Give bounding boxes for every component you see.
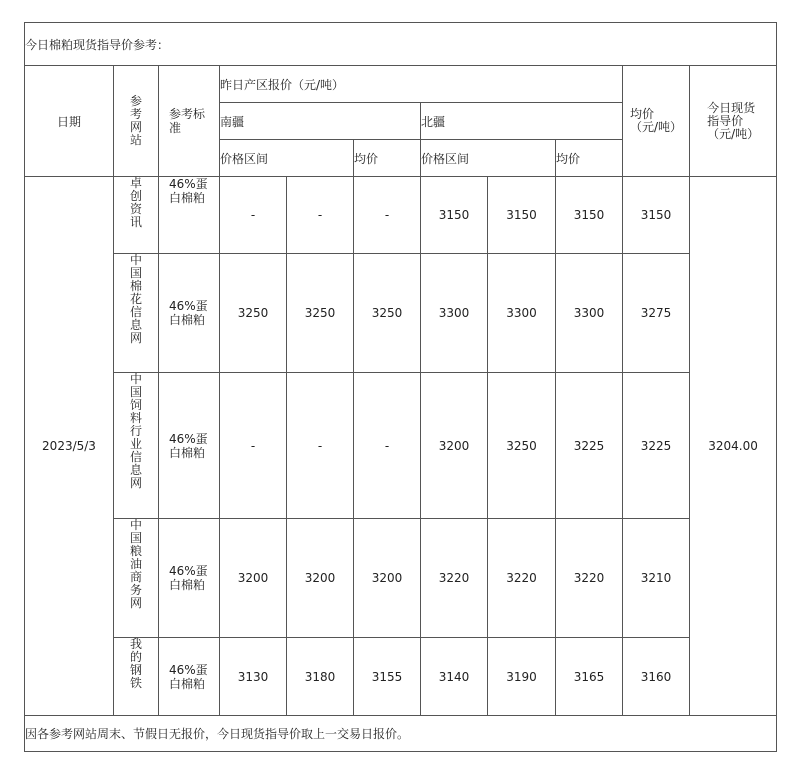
south-avg-cell: 3155	[354, 638, 421, 716]
site-cell: 卓创资讯	[114, 177, 159, 254]
north-high-cell: 3220	[488, 519, 556, 638]
table-row	[25, 638, 777, 716]
standard-cell: 46%蛋白棉粕	[159, 254, 220, 373]
table-row	[25, 177, 777, 254]
south-low-cell: -	[220, 373, 287, 519]
north-low-cell: 3150	[421, 177, 488, 254]
avg-cell: 3225	[623, 373, 690, 519]
table-row	[25, 254, 777, 373]
site-cell: 中国棉花信息网	[114, 254, 159, 373]
south-high-cell: -	[287, 177, 354, 254]
table-row	[25, 373, 777, 519]
south-high-cell: 3180	[287, 638, 354, 716]
today-price-cell: 3204.00	[690, 177, 777, 716]
standard-cell: 46%蛋白棉粕	[159, 638, 220, 716]
avg-cell: 3275	[623, 254, 690, 373]
north-avg-header: 均价	[556, 140, 623, 177]
standard-header: 参考标准	[159, 66, 220, 177]
avg-cell: 3160	[623, 638, 690, 716]
south-low-cell: -	[220, 177, 287, 254]
north-avg-cell: 3300	[556, 254, 623, 373]
standard-cell: 46%蛋白棉粕	[159, 519, 220, 638]
south-avg-cell: 3250	[354, 254, 421, 373]
north-high-cell: 3250	[488, 373, 556, 519]
south-avg-header: 均价	[354, 140, 421, 177]
site-cell: 中国粮油商务网	[114, 519, 159, 638]
north-low-cell: 3300	[421, 254, 488, 373]
footer-note: 因各参考网站周末、节假日无报价，今日现货指导价取上一交易日报价。	[25, 716, 777, 752]
south-avg-cell: 3200	[354, 519, 421, 638]
north-high-cell: 3150	[488, 177, 556, 254]
price-table	[24, 22, 777, 752]
table-title: 今日棉粕现货指导价参考：	[25, 23, 777, 66]
south-low-cell: 3250	[220, 254, 287, 373]
north-low-cell: 3220	[421, 519, 488, 638]
north-low-cell: 3140	[421, 638, 488, 716]
south-high-cell: -	[287, 373, 354, 519]
south-range-header: 价格区间	[220, 140, 354, 177]
south-high-cell: 3200	[287, 519, 354, 638]
site-cell: 我的钢铁	[114, 638, 159, 716]
avg-unit-header: 均价（元/吨）	[623, 66, 690, 177]
yesterday-price-header: 昨日产区报价（元/吨）	[220, 66, 623, 103]
south-low-cell: 3200	[220, 519, 287, 638]
south-avg-cell: -	[354, 373, 421, 519]
north-high-cell: 3190	[488, 638, 556, 716]
south-low-cell: 3130	[220, 638, 287, 716]
north-low-cell: 3200	[421, 373, 488, 519]
north-range-header: 价格区间	[421, 140, 556, 177]
north-high-cell: 3300	[488, 254, 556, 373]
site-cell: 中国饲料行业信息网	[114, 373, 159, 519]
south-high-cell: 3250	[287, 254, 354, 373]
avg-cell: 3210	[623, 519, 690, 638]
standard-cell: 46%蛋白棉粕	[159, 373, 220, 519]
south-avg-cell: -	[354, 177, 421, 254]
standard-cell: 46%蛋白棉粕	[159, 177, 220, 254]
site-header: 参考网站	[114, 66, 159, 177]
date-cell: 2023/5/3	[25, 177, 114, 716]
south-header: 南疆	[220, 103, 421, 140]
north-avg-cell: 3225	[556, 373, 623, 519]
north-header: 北疆	[421, 103, 623, 140]
date-header: 日期	[25, 66, 114, 177]
north-avg-cell: 3165	[556, 638, 623, 716]
north-avg-cell: 3220	[556, 519, 623, 638]
avg-cell: 3150	[623, 177, 690, 254]
north-avg-cell: 3150	[556, 177, 623, 254]
table-row	[25, 519, 777, 638]
today-price-header: 今日现货指导价（元/吨）	[690, 66, 777, 177]
